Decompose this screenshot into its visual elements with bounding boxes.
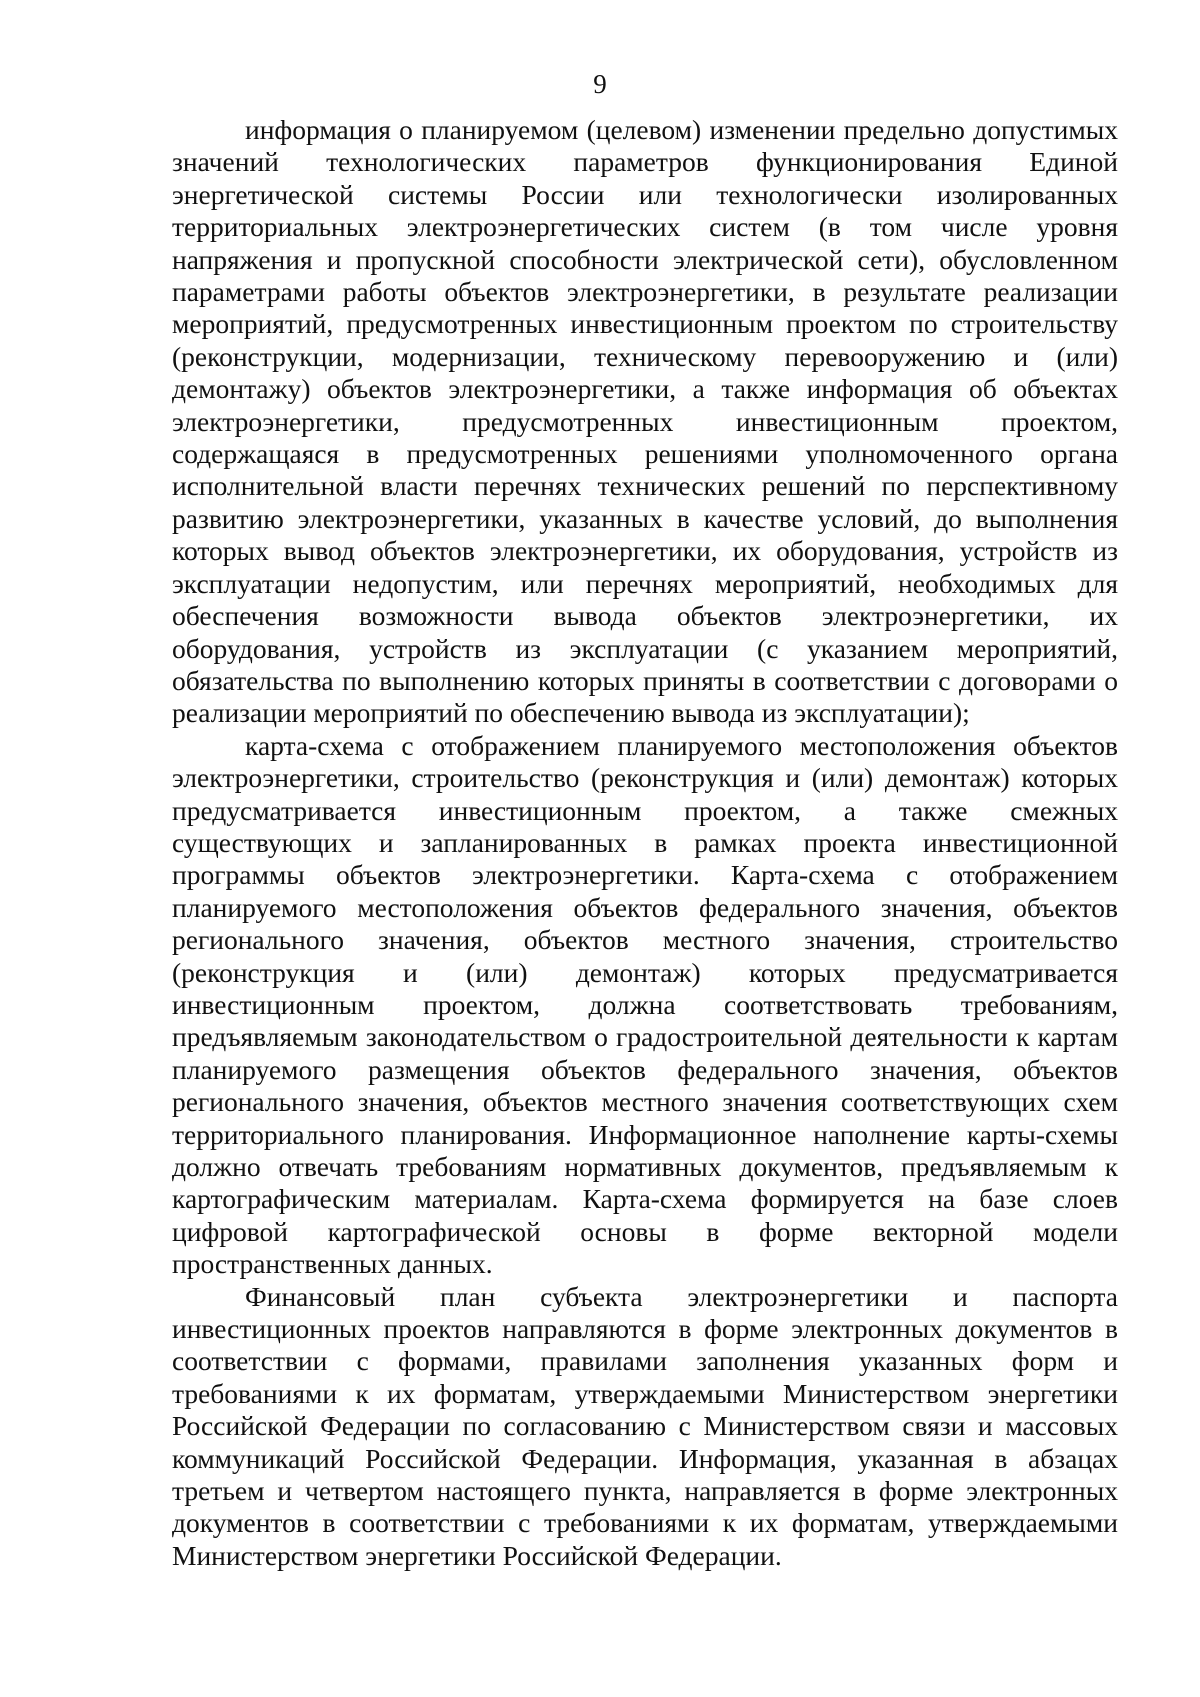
paragraph-map-scheme: карта-схема с отображением планируемого местоположения объектов электроэнергетики, строительство (реконструкция и (или) демонтаж) которых предусматривается инвестиционным проектом, а также смежных существующих и запланированных в рамках проекта инвестиционной программы объектов электроэнергетики. Карта-схема с отображением планируемого местоположения объектов федерального значения, объектов регионального значения, объектов местного значения, строительство (реконструкция и (или) демонтаж) которых предусматривается инвестиционным проектом, должна соответствовать требованиям, предъявляемым законодательством о градостроительной деятельности к картам планируемого размещения объектов федерального значения, объектов регионального значения, объектов местного значения соответствующих схем территориального планирования. Информационное наполнение карты-схемы должно отвечать требованиям нормативных документов, предъявляемым к картографическим материалам. Карта-схема формируется на базе слоев цифровой картографической основы в форме векторной модели пространственных данных. — [172, 729, 1118, 1280]
page-number: 9 — [593, 69, 607, 99]
paragraph-financial-plan: Финансовый план субъекта электроэнергетики и паспорта инвестиционных проектов направляются в форме электронных документов в соответствии с формами, правилами заполнения указанных форм и требованиями к их форматам, утверждаемыми Министерством энергетики Российской Федерации по согласованию с Министерством связи и массовых коммуникаций Российской Федерации. Информация, указанная в абзацах третьем и четвертом настоящего пункта, направляется в форме электронных документов в соответствии с требованиями к их форматам, утверждаемыми Министерством энергетики Российской Федерации. — [172, 1280, 1118, 1571]
document-body — [172, 114, 1118, 1572]
paragraph-target-parameters-info: информация о планируемом (целевом) изменении предельно допустимых значений технологических параметров функционирования Единой энергетической системы России или технологически изолированных территориальных электроэнергетических систем (в том числе уровня напряжения и пропускной способности электрической сети), обусловленном параметрами работы объектов электроэнергетики, в результате реализации мероприятий, предусмотренных инвестиционным проектом по строительству (реконструкции, модернизации, техническому перевооружению и (или) демонтажу) объектов электроэнергетики, а также информация об объектах электроэнергетики, предусмотренных инвестиционным проектом, содержащаяся в предусмотренных решениями уполномоченного органа исполнительной власти перечнях технических решений по перспективному развитию электроэнергетики, указанных в качестве условий, до выполнения которых вывод объектов электроэнергетики, их оборудования, устройств из эксплуатации недопустим, или перечнях мероприятий, необходимых для обеспечения возможности вывода объектов электроэнергетики, их оборудования, устройств из эксплуатации (с указанием мероприятий, обязательства по выполнению которых приняты в соответствии с договорами о реализации мероприятий по обеспечению вывода из эксплуатации); — [172, 114, 1118, 729]
